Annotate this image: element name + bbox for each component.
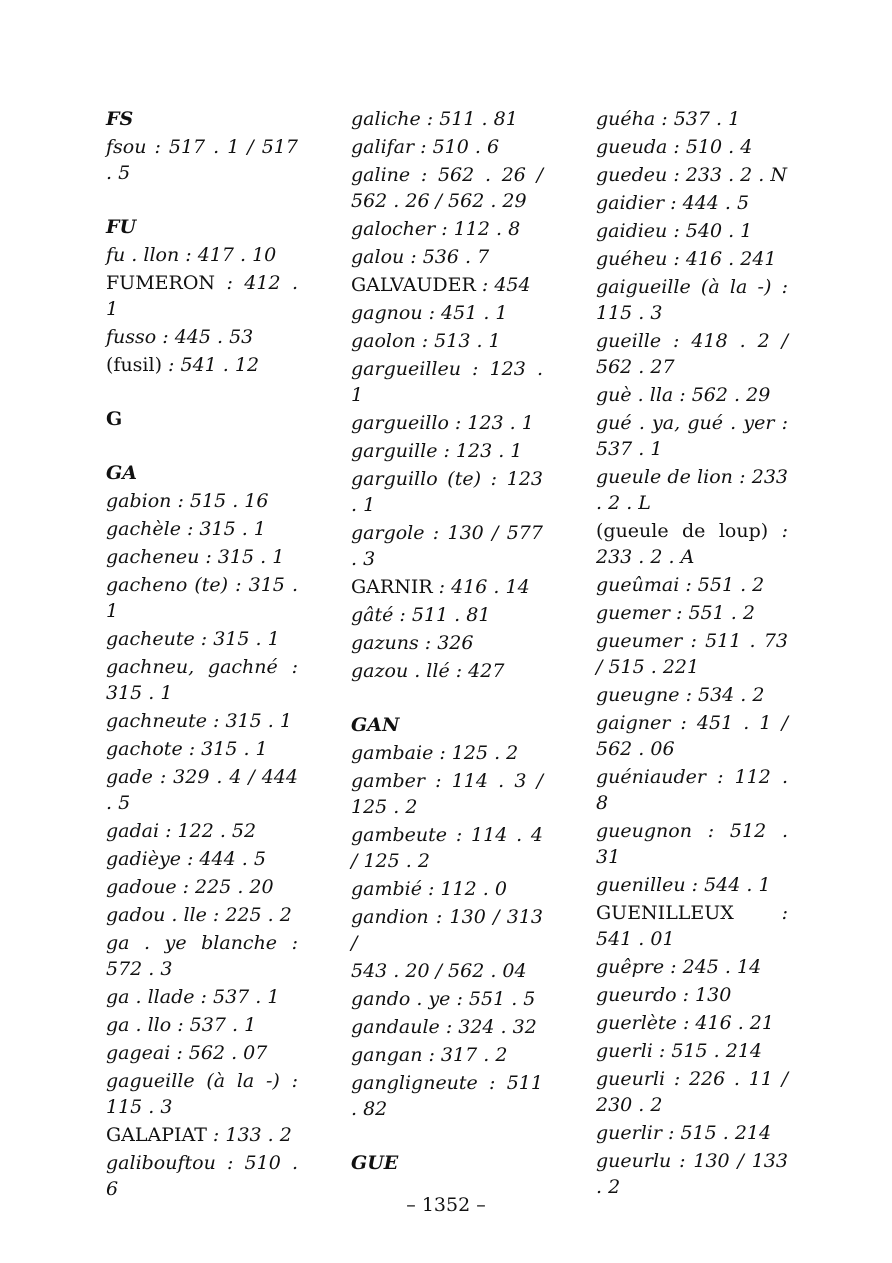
section-heading: GAN — [351, 714, 400, 736]
index-entry: gacheno (te) : 315 . 1 — [106, 574, 298, 622]
index-entry: gacheute : 315 . 1 — [106, 628, 280, 650]
entry-word: GALAPIAT — [106, 1124, 207, 1146]
entry-word: (fusil) — [106, 354, 162, 376]
index-entry: gaigner : 451 . 1 / 562 . 06 — [596, 712, 788, 760]
section-heading: G — [106, 408, 123, 430]
entry-word: GALVAUDER — [351, 274, 476, 296]
entry-reference: : 412 . 1 — [106, 272, 298, 320]
section-heading: GUE — [351, 1152, 399, 1174]
index-entry: guéheu : 416 . 241 — [596, 248, 777, 270]
index-entry: fu . llon : 417 . 10 — [106, 244, 277, 266]
index-entry: gueule de lion : 233 . 2 . L — [596, 466, 788, 514]
index-column-2 — [351, 106, 543, 1178]
index-entry — [106, 1122, 298, 1148]
index-entry: gué . ya, gué . yer : 537 . 1 — [596, 412, 788, 460]
index-entry: garguille : 123 . 1 — [351, 440, 523, 462]
index-entry: gandion : 130 / 313 / — [351, 906, 543, 954]
index-entry: gueûmai : 551 . 2 — [596, 574, 765, 596]
index-entry: gueumer : 511 . 73 / 515 . 221 — [596, 630, 788, 678]
index-entry: galine : 562 . 26 / 562 . 26 / 562 . 29 — [351, 164, 543, 212]
index-entry: gueuda : 510 . 4 — [596, 136, 753, 158]
index-entry: gargole : 130 / 577 . 3 — [351, 522, 543, 570]
index-entry: galou : 536 . 7 — [351, 246, 490, 268]
entry-reference: : 541 . 12 — [162, 354, 260, 376]
index-entry: galibouftou : 510 . 6 — [106, 1152, 298, 1200]
index-entry: gagnou : 451 . 1 — [351, 302, 508, 324]
index-column-3 — [596, 106, 788, 1202]
index-entry: gueurlu : 130 / 133 . 2 — [596, 1150, 788, 1198]
entry-word: GUENILLEUX — [596, 902, 734, 924]
entry-reference: : 416 . 14 — [432, 576, 530, 598]
entry-word: GARNIR — [351, 576, 433, 598]
index-entry: gadoue : 225 . 20 — [106, 876, 274, 898]
index-entry — [106, 352, 298, 378]
index-entry: gangligneute : 511 . 82 — [351, 1072, 543, 1120]
index-entry: gachèle : 315 . 1 — [106, 518, 266, 540]
index-entry: gachote : 315 . 1 — [106, 738, 268, 760]
entry-reference: : 541 . 01 — [596, 902, 788, 950]
entry-reference: : 133 . 2 — [206, 1124, 292, 1146]
index-entry: gâté : 511 . 81 — [351, 604, 491, 626]
index-entry: gazuns : 326 — [351, 632, 474, 654]
index-entry: gachneu, gachné : 315 . 1 — [106, 656, 298, 704]
index-entry: galifar : 510 . 6 — [351, 136, 500, 158]
index-entry: guerlète : 416 . 21 — [596, 1012, 774, 1034]
index-entry: garguillo (te) : 123 . 1 — [351, 468, 543, 516]
index-entry: gueurdo : 130 — [596, 984, 732, 1006]
index-entry: gando . ye : 551 . 5 — [351, 988, 536, 1010]
index-entry: gueugnon : 512 . 31 — [596, 820, 788, 868]
index-entry: gagueille (à la -) : 115 . 3 — [106, 1070, 298, 1118]
index-entry: galocher : 112 . 8 — [351, 218, 521, 240]
index-entry: fsou : 517 . 1 / 517 . 5 — [106, 136, 298, 184]
index-entry — [351, 574, 543, 600]
index-entry: guedeu : 233 . 2 . N — [596, 164, 787, 186]
index-entry: gazou . llé : 427 — [351, 660, 505, 682]
index-entry: gacheneu : 315 . 1 — [106, 546, 285, 568]
index-entry: ga . ye blanche : 572 . 3 — [106, 932, 298, 980]
index-entry — [106, 270, 298, 322]
index-entry: guemer : 551 . 2 — [596, 602, 755, 624]
index-entry: guerlir : 515 . 214 — [596, 1122, 772, 1144]
entry-reference: : 454 — [475, 274, 531, 296]
index-entry: ga . llo : 537 . 1 — [106, 1014, 257, 1036]
index-entry: gambeute : 114 . 4 / 125 . 2 — [351, 824, 543, 872]
index-entry — [596, 518, 788, 570]
index-entry: gueurli : 226 . 11 / 230 . 2 — [596, 1068, 788, 1116]
index-column-1 — [106, 106, 298, 1204]
index-entry: gadai : 122 . 52 — [106, 820, 257, 842]
index-entry: gandaule : 324 . 32 — [351, 1016, 537, 1038]
index-entry: gadou . lle : 225 . 2 — [106, 904, 292, 926]
index-entry: guêpre : 245 . 14 — [596, 956, 762, 978]
index-entry: gueille : 418 . 2 / 562 . 27 — [596, 330, 788, 378]
index-entry: gade : 329 . 4 / 444 . 5 — [106, 766, 298, 814]
index-entry: ga . llade : 537 . 1 — [106, 986, 280, 1008]
index-entry: gachneute : 315 . 1 — [106, 710, 292, 732]
index-entry — [596, 900, 788, 952]
index-entry: gabion : 515 . 16 — [106, 490, 269, 512]
index-entry: gambié : 112 . 0 — [351, 878, 507, 900]
index-entry: gamber : 114 . 3 / 125 . 2 — [351, 770, 543, 818]
page-number: – 1352 – — [406, 1194, 486, 1216]
index-entry: fusso : 445 . 53 — [106, 326, 254, 348]
index-entry: gadièye : 444 . 5 — [106, 848, 266, 870]
index-entry: guerli : 515 . 214 — [596, 1040, 763, 1062]
index-entry: 543 . 20 / 562 . 04 — [351, 960, 527, 982]
index-entry: gangan : 317 . 2 — [351, 1044, 508, 1066]
index-entry — [351, 272, 543, 298]
entry-word: (gueule de loup) — [596, 520, 769, 542]
index-entry: gaidieu : 540 . 1 — [596, 220, 753, 242]
index-entry: gaolon : 513 . 1 — [351, 330, 501, 352]
index-entry: gargueilleu : 123 . 1 — [351, 358, 543, 406]
index-entry: guéniauder : 112 . 8 — [596, 766, 788, 814]
index-entry: galiche : 511 . 81 — [351, 108, 518, 130]
index-entry: guenilleu : 544 . 1 — [596, 874, 771, 896]
section-heading: FU — [106, 216, 137, 238]
section-heading: GA — [106, 462, 137, 484]
index-entry: gaigueille (à la -) : 115 . 3 — [596, 276, 788, 324]
index-entry: gageai : 562 . 07 — [106, 1042, 268, 1064]
index-entry: guéha : 537 . 1 — [596, 108, 741, 130]
index-entry: gueugne : 534 . 2 — [596, 684, 765, 706]
index-entry: gargueillo : 123 . 1 — [351, 412, 534, 434]
entry-reference: : 233 . 2 . A — [596, 520, 788, 568]
index-entry: gaidier : 444 . 5 — [596, 192, 750, 214]
entry-word: FUMERON — [106, 272, 216, 294]
index-entry: gambaie : 125 . 2 — [351, 742, 519, 764]
section-heading: FS — [106, 108, 134, 130]
index-entry: guè . lla : 562 . 29 — [596, 384, 771, 406]
